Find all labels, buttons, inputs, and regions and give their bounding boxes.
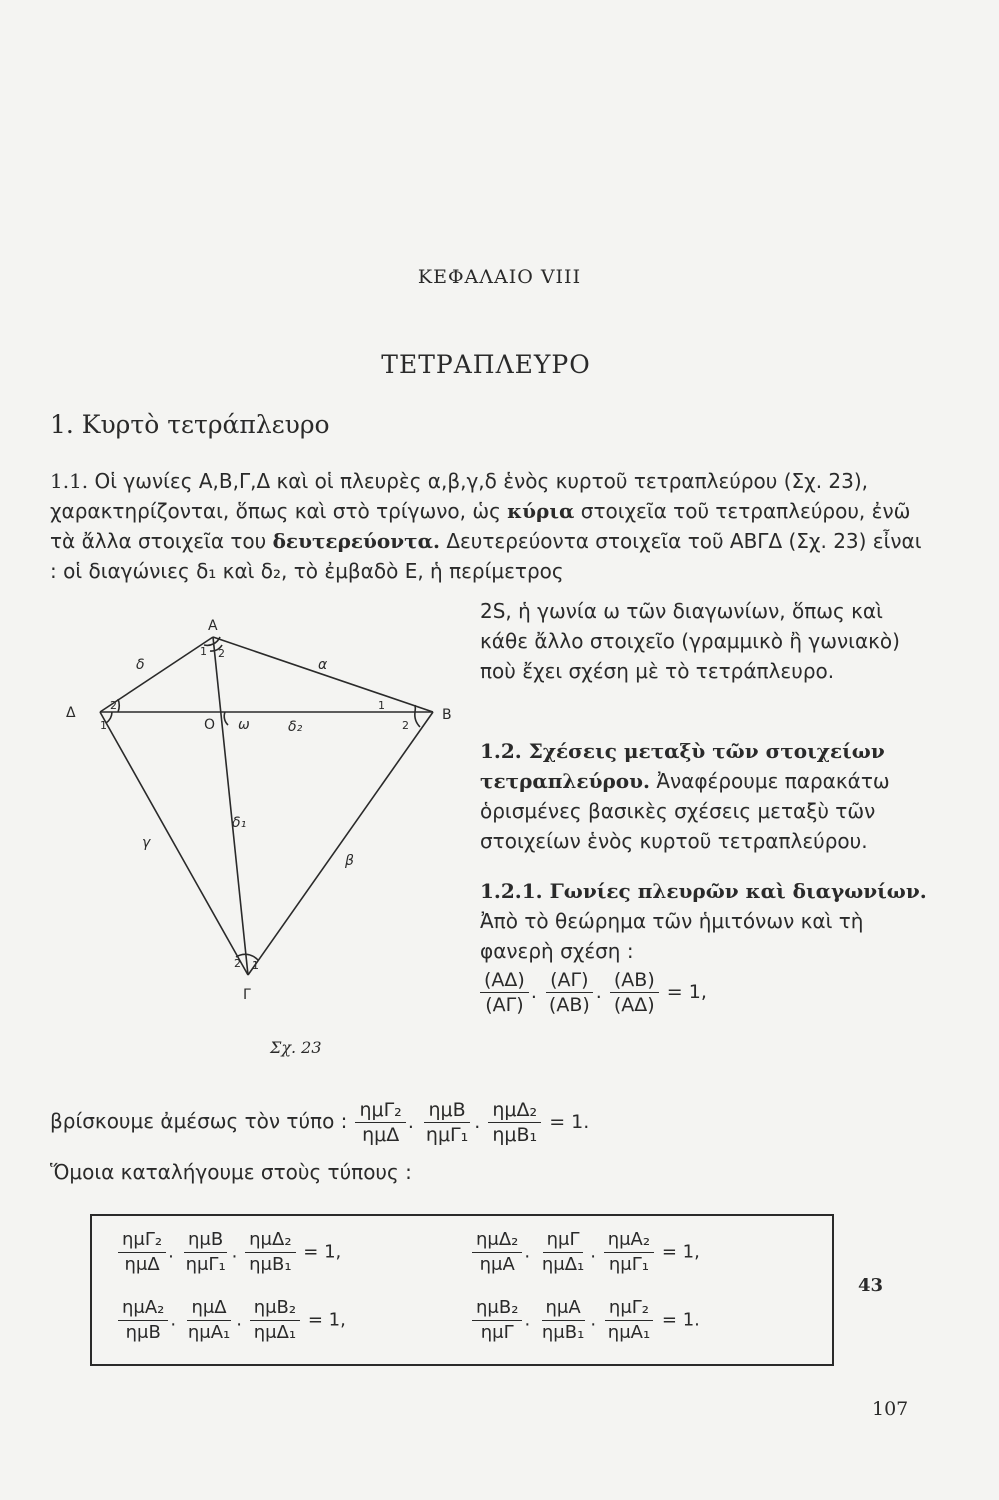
label-gamma: γ xyxy=(142,835,151,851)
label-delta2: δ₂ xyxy=(288,719,303,735)
label-beta: β xyxy=(345,853,354,869)
label-B: Β xyxy=(442,707,452,723)
label-O: Ο xyxy=(204,717,216,733)
chapter-heading: ΚΕΦΑΛΑΙΟ VIII xyxy=(417,266,582,288)
section-heading: 1. Κυρτὸ τετράπλευρο xyxy=(50,410,330,439)
paragraph-1-1-continued: 2S, ἡ γωνία ω τῶν διαγωνίων, ὅπως καὶ κάθε ἄλλο στοιχεῖο (γραμμικὸ ἢ γωνιακὸ) ποὺ ἔχει σχέση μὲ τὸ τετράπλευρο. xyxy=(480,599,900,683)
label-D-2: 2 xyxy=(110,699,117,712)
label-A-2: 2 xyxy=(218,647,225,660)
label-G-1: 1 xyxy=(252,959,259,972)
label-omega: ω xyxy=(238,717,250,733)
label-A-1: 1 xyxy=(200,645,207,658)
label-D-1: 1 xyxy=(100,719,107,732)
label-A: Α xyxy=(208,618,218,634)
paragraph-1-2: 1.2. Σχέσεις μεταξὺ τῶν στοιχείων τετραπλεύρου. Ἀναφέρουμε παρακάτω ὁρισμένες βασικὲς σχέσεις μεταξὺ τῶν στοιχείων ἑνὸς κυρτοῦ τετραπλεύρου. xyxy=(480,739,890,853)
boxed-formula-4: $\frac{\text{ημΒ₂}}{\text{ημΓ}}$ . $\frac{\text{ημΑ}}{\text{ημΒ₁}}$ . $\frac{\text{ημΓ₂}}{\text{ημΑ₁}}$ = 1. xyxy=(470,1296,700,1345)
figure-caption: Σχ. 23 xyxy=(270,1038,322,1057)
label-D: Δ xyxy=(66,705,76,721)
side-alpha xyxy=(213,637,433,712)
diagonal-delta1 xyxy=(213,637,248,975)
boxed-formula-2: $\frac{\text{ημΔ₂}}{\text{ημΑ}}$ . $\frac{\text{ημΓ}}{\text{ημΔ₁}}$ . $\frac{\text{ημΑ₂}}{\text{ημΓ₁}}$ = 1, xyxy=(470,1228,700,1277)
page-title: ΤΕΤΡΑΠΛΕΥΡΟ xyxy=(381,350,591,379)
label-delta: δ xyxy=(136,657,145,673)
equation-formula: βρίσκουμε ἀμέσως τὸν τύπο : $\frac{\text{ημΓ₂}}{\text{ημΔ}}$ . $\frac{\text{ημΒ}}{\text{ημΓ₁}}$ . $\frac{\text{ημΔ₂}}{\text{ημΒ₁}}$ = 1. xyxy=(50,1099,590,1146)
label-alpha: α xyxy=(318,657,328,673)
side-page-number: 43 xyxy=(858,1275,884,1296)
similar-text: Ὅμοια καταλήγουμε στοὺς τύπους : xyxy=(50,1160,412,1184)
paragraph-1-1: 1.1. Οἱ γωνίες Α,Β,Γ,Δ καὶ οἱ πλευρὲς α,β,γ,δ ἑνὸς κυρτοῦ τετραπλεύρου (Σχ. 23), χαρακτηρίζονται, ὅπως καὶ στὸ τρίγωνο, ὡς κύρια στοιχεῖα τοῦ τετραπλεύρου, ἐνῶ τὰ ἄλλα στοιχεῖα του δευτερεύοντα. Δευτερεύοντα στοιχεῖα τοῦ ΑΒΓΔ (Σχ. 23) εἶναι : οἱ διαγώνιες δ₁ καὶ δ₂, τὸ ἐμβαδὸ Ε, ἡ περίμετρος xyxy=(50,469,922,583)
page-number: 107 xyxy=(872,1398,909,1420)
boxed-formula-3: $\frac{\text{ημΑ₂}}{\text{ημΒ}}$ . $\frac{\text{ημΔ}}{\text{ημΑ₁}}$ . $\frac{\text{ημΒ₂}}{\text{ημΔ₁}}$ = 1, xyxy=(116,1296,346,1345)
label-G: Γ xyxy=(243,987,251,1003)
label-B-2: 2 xyxy=(402,719,409,732)
label-delta1: δ₁ xyxy=(232,815,247,831)
label-B-1: 1 xyxy=(378,699,385,712)
figure-quadrilateral xyxy=(60,615,480,1035)
side-gamma xyxy=(100,712,248,975)
paragraph-1-2-1: 1.2.1. Γωνίες πλευρῶν καὶ διαγωνίων. Ἀπὸ τὸ θεώρημα τῶν ἡμιτόνων καὶ τὴ φανερὴ σχέση : xyxy=(480,879,927,963)
side-beta xyxy=(248,712,433,975)
equation-sides: $\frac{(A\Delta)}{(A\Gamma)}$ . $\frac{(A\Gamma)}{(AB)}$ . $\frac{(AB)}{(A\Delta)}$ = 1, xyxy=(478,968,707,1017)
label-G-2: 2 xyxy=(234,957,241,970)
boxed-formula-1: $\frac{\text{ημΓ₂}}{\text{ημΔ}}$ . $\frac{\text{ημΒ}}{\text{ημΓ₁}}$ . $\frac{\text{ημΔ₂}}{\text{ημΒ₁}}$ = 1, xyxy=(116,1228,341,1277)
boxed-formulas xyxy=(90,1214,834,1366)
